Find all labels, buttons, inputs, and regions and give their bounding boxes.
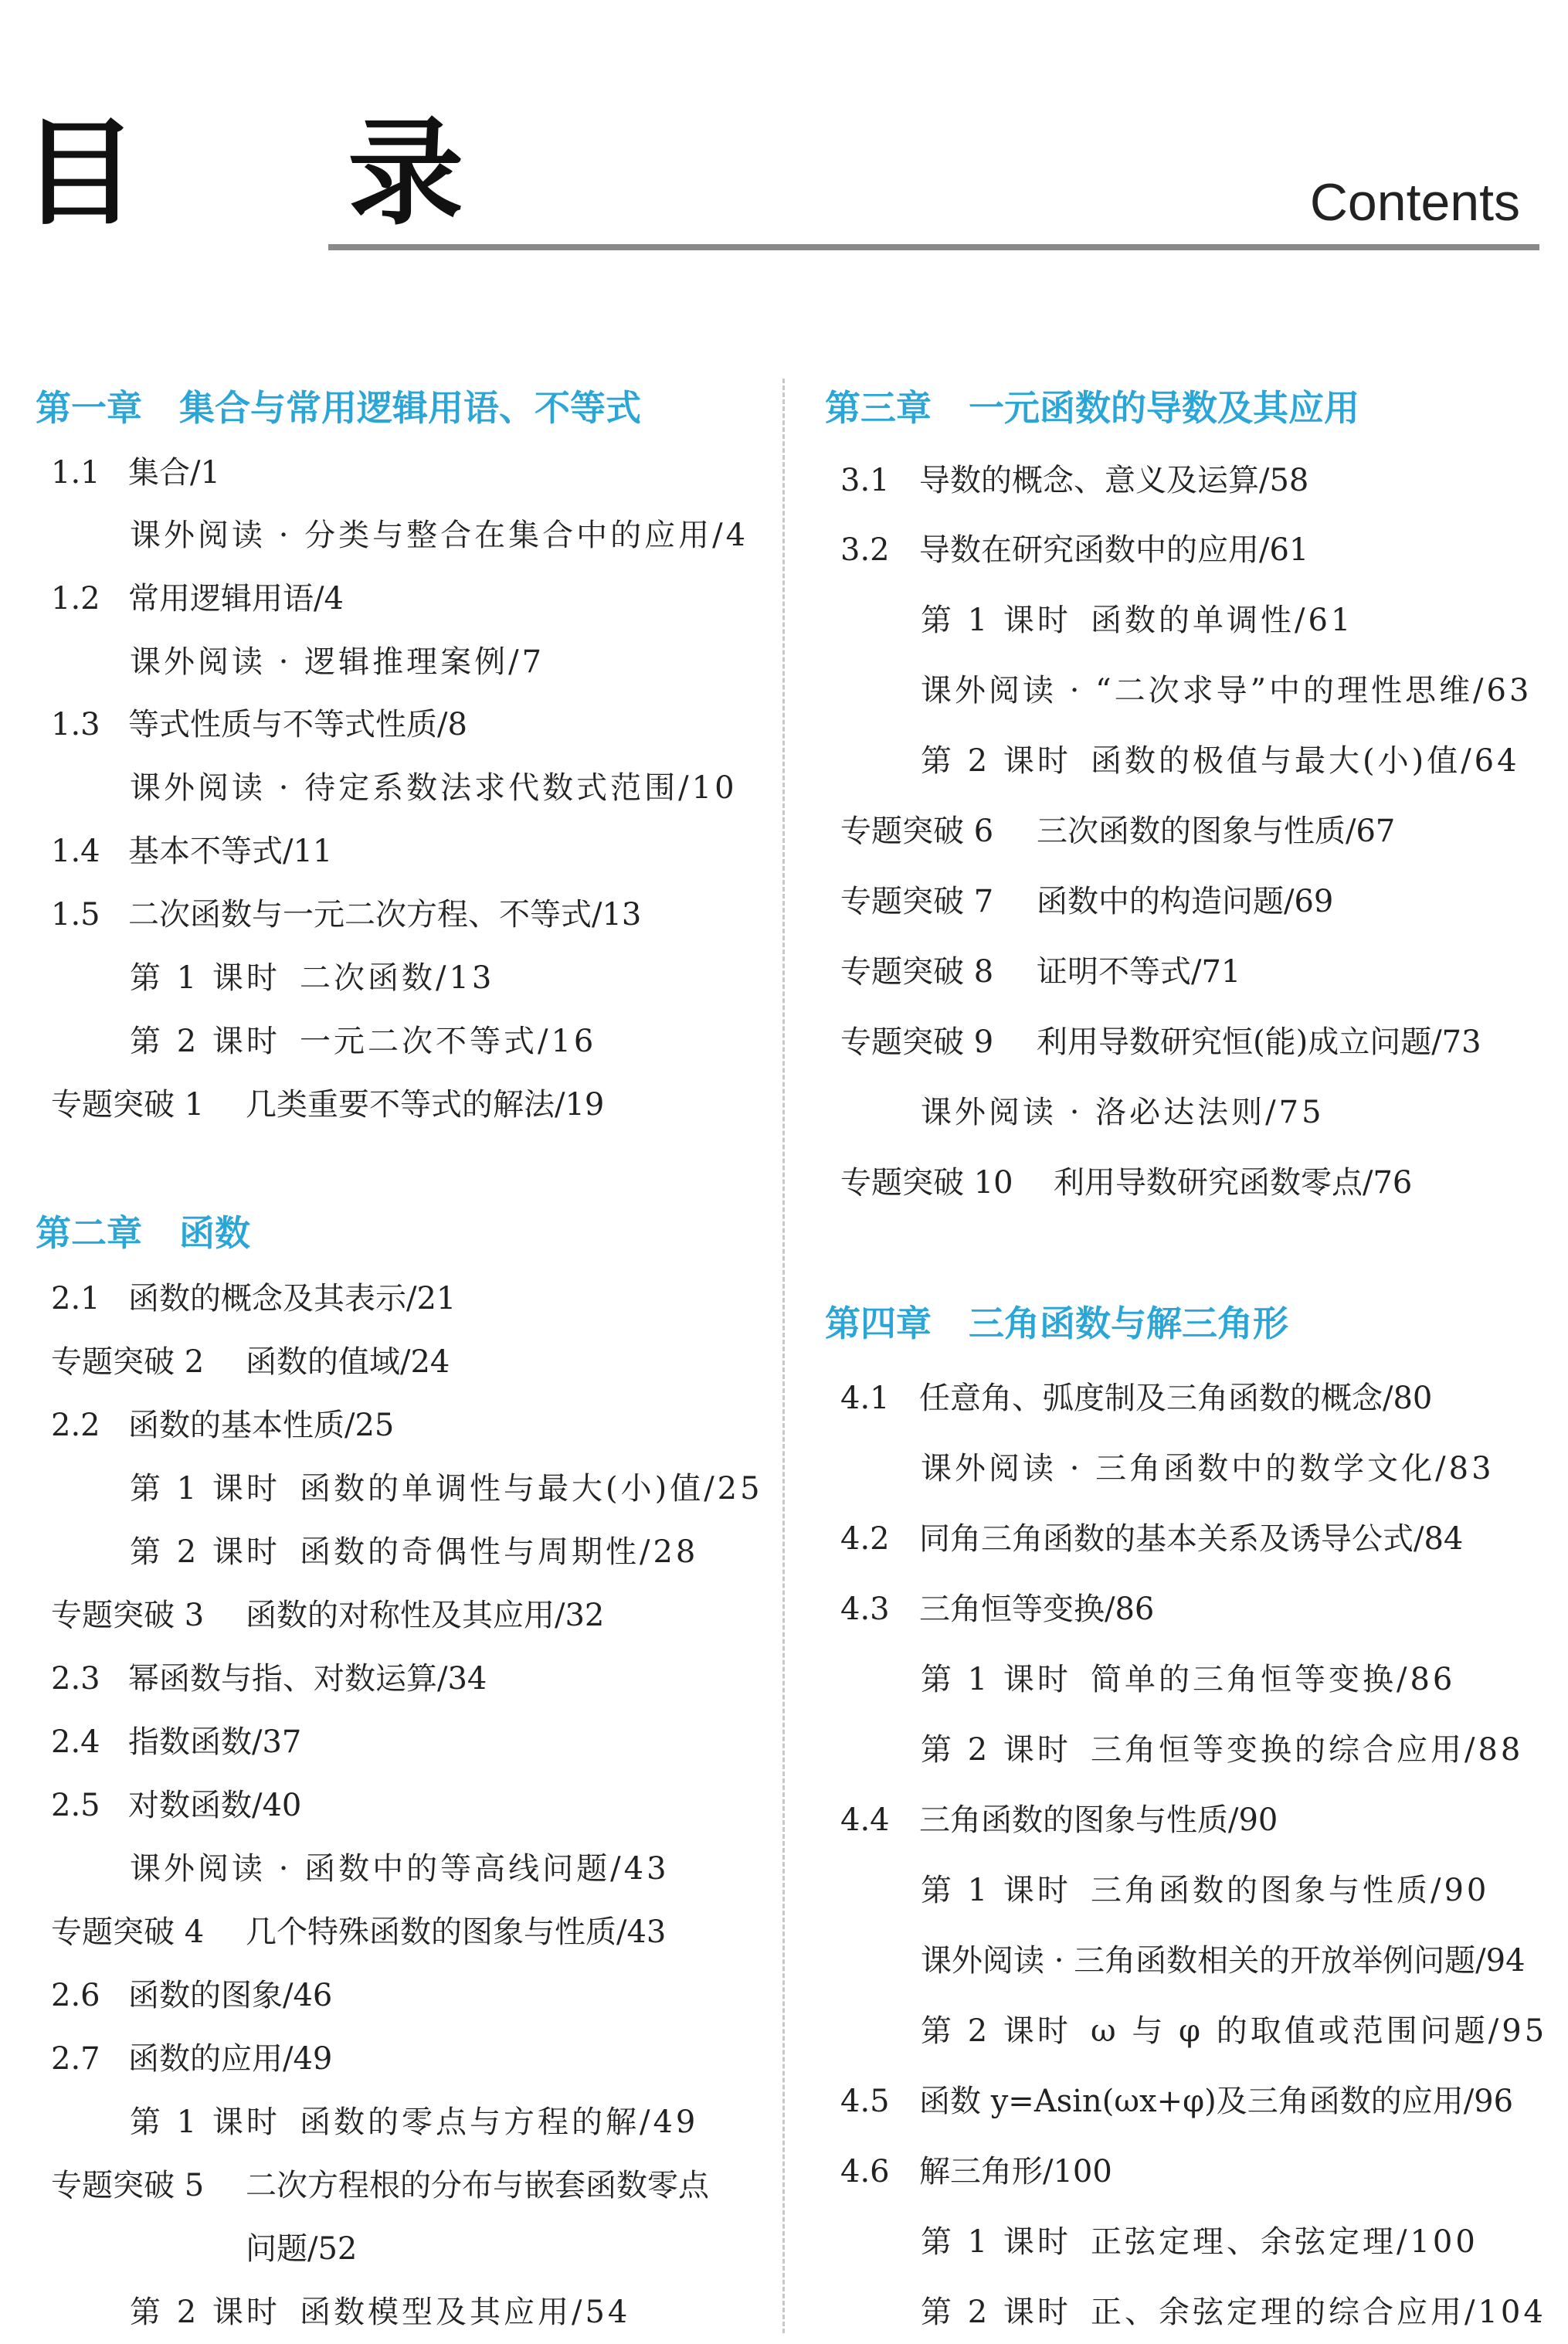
lesson-title: 函数的单调性与最大(小)值/25 (300, 1471, 763, 1507)
section-title: 指数函数/37 (128, 1724, 302, 1760)
toc-lesson-entry[interactable] (921, 743, 1520, 779)
toc-lesson-entry[interactable] (921, 1664, 1455, 1695)
reading-title: 课外阅读 · 分类与整合在集合中的应用/4 (130, 518, 749, 553)
section-number: 2.7 (51, 2041, 100, 2077)
topic-title: 函数的对称性及其应用/32 (246, 1598, 605, 1633)
toc-entry[interactable] (51, 836, 332, 867)
topic-title: 二次方程根的分布与嵌套函数零点 (246, 2168, 709, 2203)
lesson-number: 第 1 课时 (130, 960, 280, 996)
section-title: 同角三角函数的基本关系及诱导公式/84 (919, 1521, 1464, 1557)
toc-reading-entry[interactable] (921, 1453, 1495, 1484)
toc-entry[interactable] (51, 1980, 332, 2011)
topic-title: 函数中的构造问题/69 (1037, 884, 1334, 919)
lesson-title: 一元二次不等式/16 (300, 1024, 597, 1059)
section-title: 函数的应用/49 (128, 2041, 333, 2077)
lesson-number: 第 2 课时 (130, 1534, 280, 1570)
toc-lesson-entry[interactable] (130, 2107, 698, 2138)
section-number: 1.4 (51, 834, 100, 869)
section-title: 三角函数的图象与性质/90 (919, 1802, 1278, 1838)
section-title: 解三角形/100 (919, 2154, 1112, 2189)
section-number: 1.3 (51, 707, 100, 742)
section-number: 4.2 (840, 1521, 890, 1557)
section-number: 4.6 (840, 2154, 890, 2189)
lesson-number: 第 2 课时 (921, 743, 1071, 779)
toc-entry[interactable] (51, 1283, 456, 1314)
chapter-heading[interactable] (36, 1212, 250, 1254)
section-number: 4.4 (840, 1802, 890, 1838)
toc-entry[interactable] (840, 1594, 1154, 1625)
section-number: 4.1 (840, 1381, 890, 1416)
chapter-number: 第三章 (825, 387, 932, 429)
section-number: 1.2 (51, 581, 100, 617)
lesson-number: 第 2 课时 (130, 2295, 280, 2330)
lesson-number: 第 2 课时 (921, 1732, 1071, 1768)
toc-lesson-entry[interactable] (130, 2297, 630, 2328)
topic-title: 利用导数研究恒(能)成立问题/73 (1037, 1024, 1481, 1060)
topic-number: 专题突破 1 (51, 1087, 205, 1123)
toc-entry[interactable] (51, 2041, 333, 2077)
topic-number: 专题突破 5 (51, 2168, 205, 2203)
lesson-title: 二次函数/13 (300, 960, 495, 996)
toc-topic-entry[interactable] (840, 954, 1241, 990)
lesson-number: 第 1 课时 (130, 2105, 280, 2140)
chapter-title: 一元函数的导数及其应用 (969, 387, 1359, 429)
lesson-title: 简单的三角恒等变换/86 (1091, 1662, 1456, 1697)
topic-title: 利用导数研究函数零点/76 (1054, 1165, 1413, 1201)
toc-lesson-entry[interactable] (921, 1732, 1524, 1768)
lesson-number: 第 1 课时 (921, 2224, 1071, 2260)
toc-topic-entry[interactable] (51, 1914, 667, 1950)
topic-title-continuation: 问题/52 (246, 2231, 358, 2267)
toc-entry[interactable] (51, 1724, 302, 1760)
section-title: 等式性质与不等式性质/8 (128, 707, 467, 742)
topic-number: 专题突破 10 (840, 1165, 1013, 1201)
toc-entry[interactable] (840, 1521, 1464, 1557)
lesson-title: 函数模型及其应用/54 (300, 2295, 631, 2330)
toc-reading-entry[interactable] (921, 675, 1532, 706)
page-title-english: Contents (1309, 173, 1520, 232)
reading-title: 课外阅读 · 逻辑推理案例/7 (130, 644, 545, 680)
topic-number: 专题突破 2 (51, 1344, 205, 1380)
toc-entry[interactable] (51, 1661, 487, 1697)
section-title: 函数的概念及其表示/21 (128, 1281, 456, 1316)
toc-topic-entry[interactable] (51, 2170, 709, 2201)
section-title: 函数的图象/46 (128, 1978, 333, 2013)
toc-entry[interactable] (840, 2086, 1513, 2117)
lesson-title: ω 与 φ 的取值或范围问题/95 (1091, 2013, 1548, 2049)
toc-lesson-entry[interactable] (921, 1875, 1489, 1906)
section-title: 导数在研究函数中的应用/61 (919, 532, 1309, 568)
section-number: 4.5 (840, 2084, 890, 2119)
chapter-number: 第一章 (36, 387, 142, 429)
lesson-number: 第 2 课时 (921, 2295, 1071, 2330)
lesson-number: 第 1 课时 (921, 1873, 1071, 1908)
section-title: 导数的概念、意义及运算/58 (919, 463, 1309, 498)
topic-number: 专题突破 3 (51, 1598, 205, 1633)
lesson-number: 第 1 课时 (921, 1662, 1071, 1697)
chapter-number: 第四章 (825, 1303, 932, 1344)
lesson-title: 正弦定理、余弦定理/100 (1091, 2224, 1478, 2260)
section-number: 2.2 (51, 1408, 100, 1443)
chapter-title: 函数 (179, 1212, 250, 1254)
section-title: 常用逻辑用语/4 (128, 581, 344, 617)
section-number: 4.3 (840, 1592, 890, 1627)
toc-reading-entry[interactable] (130, 1851, 670, 1887)
title-underline (328, 244, 1539, 250)
lesson-title: 函数的极值与最大(小)值/64 (1091, 743, 1520, 779)
topic-number: 专题突破 7 (840, 884, 994, 919)
lesson-title: 函数的零点与方程的解/49 (300, 2105, 699, 2140)
section-title: 三角恒等变换/86 (919, 1592, 1155, 1627)
toc-lesson-entry[interactable] (921, 2013, 1548, 2049)
section-title: 对数函数/40 (128, 1788, 302, 1823)
page-title: 目 录 (22, 107, 549, 241)
toc-topic-entry[interactable] (840, 1024, 1481, 1060)
section-number: 2.3 (51, 1661, 100, 1697)
chapter-title: 集合与常用逻辑用语、不等式 (179, 387, 641, 429)
topic-number: 专题突破 9 (840, 1024, 994, 1060)
toc-reading-entry[interactable] (921, 1097, 1325, 1128)
lesson-title: 函数的单调性/61 (1091, 603, 1354, 638)
toc-entry[interactable] (840, 1802, 1278, 1838)
toc-topic-entry[interactable] (51, 1600, 604, 1631)
topic-number: 专题突破 4 (51, 1914, 205, 1950)
section-number: 2.1 (51, 1281, 100, 1316)
toc-reading-entry[interactable] (921, 1943, 1526, 1979)
toc-entry[interactable] (840, 1383, 1432, 1414)
toc-entry[interactable] (51, 455, 220, 491)
lesson-title: 三角函数的图象与性质/90 (1091, 1873, 1490, 1908)
topic-title: 几个特殊函数的图象与性质/43 (246, 1914, 667, 1950)
reading-title: 课外阅读 · 洛必达法则/75 (921, 1095, 1325, 1130)
section-number: 2.4 (51, 1724, 100, 1760)
lesson-title: 函数的奇偶性与周期性/28 (300, 1534, 699, 1570)
toc-entry[interactable] (51, 897, 642, 933)
toc-entry[interactable] (51, 1410, 394, 1441)
toc-entry[interactable] (51, 709, 467, 740)
section-title: 基本不等式/11 (128, 834, 333, 869)
toc-topic-entry[interactable] (840, 1165, 1413, 1201)
lesson-title: 三角恒等变换的综合应用/88 (1091, 1732, 1524, 1768)
section-title: 函数的基本性质/25 (128, 1408, 395, 1443)
toc-lesson-entry[interactable] (130, 1026, 596, 1057)
section-number: 2.5 (51, 1788, 100, 1823)
chapter-heading[interactable] (825, 1303, 1288, 1344)
reading-title: 课外阅读 · 函数中的等高线问题/43 (130, 1851, 670, 1887)
section-title: 函数 y=Asin(ωx+φ)及三角函数的应用/96 (919, 2084, 1514, 2119)
reading-title: 课外阅读 · 三角函数中的数学文化/83 (921, 1451, 1495, 1486)
toc-entry[interactable] (51, 1790, 301, 1821)
toc-lesson-entry[interactable] (921, 2224, 1478, 2260)
lesson-title: 正、余弦定理的综合应用/104 (1091, 2295, 1546, 2330)
toc-reading-entry[interactable] (130, 644, 545, 680)
toc-topic-entry[interactable] (840, 816, 1395, 847)
lesson-number: 第 2 课时 (921, 2013, 1071, 2049)
section-title: 二次函数与一元二次方程、不等式/13 (128, 897, 642, 933)
chapter-heading[interactable] (36, 387, 641, 429)
topic-number: 专题突破 8 (840, 954, 994, 990)
toc-entry[interactable] (51, 581, 344, 617)
section-number: 3.1 (840, 463, 890, 498)
section-number: 3.2 (840, 532, 890, 568)
reading-title: 课外阅读 · 待定系数法求代数式范围/10 (130, 770, 738, 806)
topic-title: 几类重要不等式的解法/19 (246, 1087, 605, 1123)
section-title: 幂函数与指、对数运算/34 (128, 1661, 487, 1697)
toc-topic-entry[interactable] (840, 886, 1333, 917)
section-number: 1.5 (51, 897, 100, 933)
reading-title: 课外阅读 · 三角函数相关的开放举例问题/94 (921, 1943, 1526, 1979)
toc-lesson-entry[interactable] (130, 1534, 699, 1570)
toc-reading-entry[interactable] (130, 520, 748, 551)
toc-topic-entry[interactable] (51, 1087, 605, 1123)
toc-topic-continuation[interactable] (246, 2231, 358, 2267)
chapter-heading[interactable] (825, 387, 1359, 429)
lesson-number: 第 2 课时 (130, 1024, 280, 1059)
toc-entry[interactable] (840, 532, 1309, 568)
chapter-title: 三角函数与解三角形 (969, 1303, 1288, 1344)
topic-title: 证明不等式/71 (1037, 954, 1241, 990)
lesson-number: 第 1 课时 (921, 603, 1071, 638)
toc-reading-entry[interactable] (130, 770, 738, 806)
section-number: 2.6 (51, 1978, 100, 2013)
toc-lesson-entry[interactable] (921, 2297, 1546, 2328)
topic-title: 三次函数的图象与性质/67 (1037, 814, 1396, 849)
toc-topic-entry[interactable] (51, 1344, 450, 1380)
column-divider (782, 379, 785, 2333)
toc-entry[interactable] (840, 2156, 1112, 2187)
toc-lesson-entry[interactable] (130, 960, 495, 996)
toc-entry[interactable] (840, 465, 1308, 496)
toc-lesson-entry[interactable] (921, 605, 1353, 636)
reading-title: 课外阅读 · “二次求导”中的理性思维/63 (921, 673, 1532, 708)
toc-lesson-entry[interactable] (130, 1471, 763, 1507)
section-title: 集合/1 (128, 455, 220, 491)
section-title: 任意角、弧度制及三角函数的概念/80 (919, 1381, 1433, 1416)
topic-title: 函数的值域/24 (246, 1344, 450, 1380)
section-number: 1.1 (51, 455, 100, 491)
topic-number: 专题突破 6 (840, 814, 994, 849)
chapter-number: 第二章 (36, 1212, 142, 1254)
lesson-number: 第 1 课时 (130, 1471, 280, 1507)
